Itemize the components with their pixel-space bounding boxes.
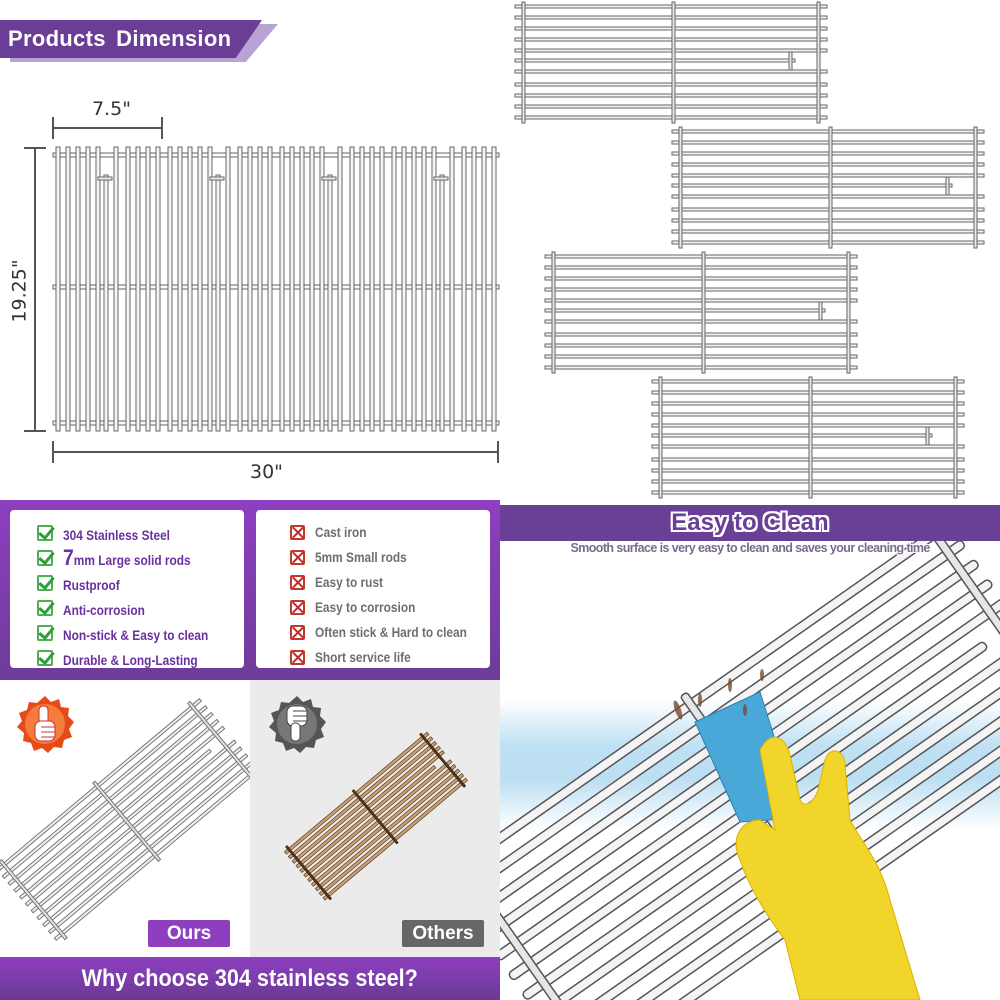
dimension-banner: [0, 20, 270, 62]
drawback-item: Often stick & Hard to clean: [256, 620, 490, 645]
others-label: Others: [402, 920, 484, 947]
feature-item: Durable & Long-Lasting: [10, 645, 244, 670]
drawback-item: Cast iron: [256, 520, 490, 545]
easy-clean-title: Easy to Clean: [671, 509, 829, 536]
drawback-item: Easy to rust: [256, 570, 490, 595]
drawback-item: 5mm Small rods: [256, 545, 490, 570]
grates-panel: [500, 0, 1000, 500]
cross-icon: [290, 575, 305, 590]
drawback-item: Easy to corrosion: [256, 595, 490, 620]
feature-item: Anti-corrosion: [10, 595, 244, 620]
easy-clean-banner: [500, 505, 1000, 541]
feature-item: Rustproof: [10, 570, 244, 595]
check-icon: [37, 525, 53, 541]
drawback-item: Short service life: [256, 645, 490, 670]
height-label: 19.25": [8, 259, 31, 323]
feature-item: 7mm Large solid rods: [10, 545, 244, 570]
ours-product-panel: [0, 680, 250, 957]
total-width-line: [52, 451, 499, 453]
check-icon: [37, 650, 53, 666]
cross-icon: [290, 525, 305, 540]
feature-item: Non-stick & Easy to clean: [10, 620, 244, 645]
cleaning-grate-image: [500, 500, 1000, 1000]
why-choose-footer: Why choose 304 stainless steel?: [0, 957, 500, 1000]
others-product-panel: [250, 680, 500, 957]
others-grate-image: [250, 680, 500, 957]
grate-dimension-drawing: [52, 145, 500, 435]
cross-icon: [290, 625, 305, 640]
four-grates-drawing: [500, 0, 1000, 500]
total-width-label: 30": [250, 461, 283, 483]
easy-clean-panel: [500, 500, 1000, 1000]
height-line: [34, 147, 36, 431]
check-icon: [37, 575, 53, 591]
ours-label: Ours: [148, 920, 230, 947]
others-features-card: [256, 510, 490, 668]
easy-clean-subtitle: Smooth surface is very easy to clean and saves your cleaning time: [570, 540, 930, 555]
comparison-panel: [0, 500, 500, 1000]
comparison-band: [0, 500, 500, 680]
cross-icon: [290, 600, 305, 615]
check-icon: [37, 600, 53, 616]
feature-item: 304 Stainless Steel: [10, 520, 244, 545]
check-icon: [37, 625, 53, 641]
dimension-title: Products Dimension: [8, 26, 232, 51]
dimension-panel: [0, 0, 500, 500]
check-icon: [37, 550, 53, 566]
ours-features-card: [10, 510, 244, 668]
ours-grate-image: [0, 680, 250, 957]
single-width-label: 7.5": [92, 98, 131, 120]
cross-icon: [290, 550, 305, 565]
cross-icon: [290, 650, 305, 665]
single-width-line: [52, 127, 162, 129]
